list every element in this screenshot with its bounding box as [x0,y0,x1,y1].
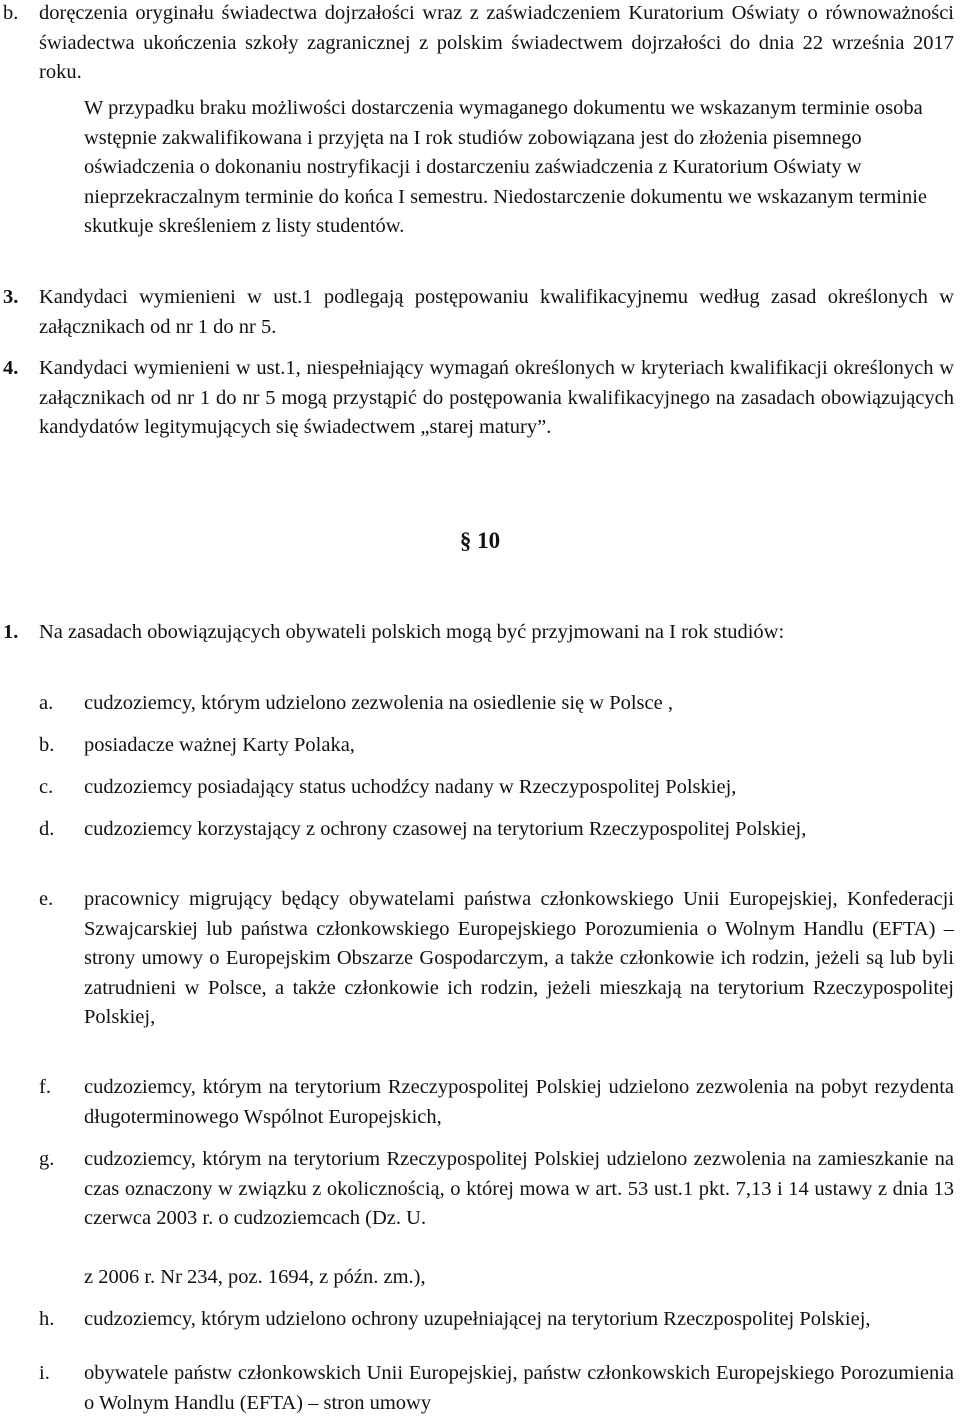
paragraph-4-text: Kandydaci wymienieni w ust.1, niespełniający wymagań określonych w kryteriach kwalifikacji określonych w załącznikach od nr 1 do nr 5 mogą przystąpić do postępowania kwalifikacyjnego na zasadach obowiązujących kandydatów legitymujących się świadectwem „starej matury”. [39,357,954,438]
list-item-text: z 2006 r. Nr 234, poz. 1694, z późn. zm.), [84,1266,426,1288]
list-item-text: cudzoziemcy posiadający status uchodźcy nadany w Rzeczypospolitej Polskiej, [84,776,737,798]
list-item-text: posiadacze ważnej Karty Polaka, [84,734,355,756]
list-item-g [39,1145,954,1234]
paragraph-4 [3,354,954,443]
list-item-d [39,815,954,845]
section-paragraph-1 [3,618,954,648]
list-item-text: cudzoziemcy, którym na terytorium Rzeczypospolitej Polskiej udzielono zezwolenia na zamieszkanie na czas oznaczony w związku z okolicznością, o której mowa w art. 53 ust.1 pkt. 7,13 i 14 ustawy z dnia 13 czerwca 2003 r. o cudzoziemcach (Dz. U. [84,1148,954,1229]
list-item-text: pracownicy migrujący będący obywatelami państwa członkowskiego Unii Europejskiej, Konfederacji Szwajcarskiej lub państwa członkowskiego Europejskiego Porozumienia o Wolnym Handlu (EFTA) – strony umowy o Europejskim Obszarze Gospodarczym, a także członkowie ich rodzin, jeżeli są lub byli zatrudnieni w Polsce, a także członkowie ich rodzin, jeżeli mieszkają na terytorium Rzeczypospolitej Polskiej, [84,888,954,1028]
list-item-marker: e. [39,888,54,910]
list-item-c [39,773,954,803]
list-item-marker: d. [39,818,55,840]
paragraph-b-text: doręczenia oryginału świadectwa dojrzałości wraz z zaświadczeniem Kuratorium Oświaty o równoważności świadectwa ukończenia szkoły zagranicznej z polskim świadectwem dojrzałości do dnia 22 września 2017 roku. [39,2,954,83]
paragraph-3 [3,283,954,342]
list-item-marker: b. [39,734,55,756]
list-item-g-continuation [84,1263,954,1293]
list-item-a [39,689,954,719]
list-item-text: obywatele państw członkowskich Unii Europejskiej, państw członkowskich Europejskiego Porozumienia o Wolnym Handlu (EFTA) – stron umowy [84,1362,954,1414]
list-item-text: cudzoziemcy, którym na terytorium Rzeczypospolitej Polskiej udzielono zezwolenia na pobyt rezydenta długoterminowego Wspólnot Europejskich, [84,1076,954,1128]
list-item-i [39,1359,954,1418]
list-item-marker: a. [39,692,54,714]
paragraph-b [3,0,954,88]
paragraph-notice-text: W przypadku braku możliwości dostarczenia wymaganego dokumentu we wskazanym terminie osoba wstępnie zakwalifikowana i przyjęta na I rok studiów zobowiązana jest do złożenia pisemnego oświadczenia o dokonaniu nostryfikacji i dostarczeniu zaświadczenia z Kuratorium Oświaty w nieprzekraczalnym terminie do końca I semestru. Niedostarczenie dokumentu we wskazanym terminie skutkuje skreśleniem z listy studentów. [84,97,928,237]
list-item-marker: i. [39,1362,50,1384]
section-paragraph-1-text: Na zasadach obowiązujących obywateli polskich mogą być przyjmowani na I rok studiów: [39,621,785,643]
section-paragraph-1-number: 1. [3,621,19,643]
list-item-text: cudzoziemcy, którym udzielono ochrony uzupełniającej na terytorium Rzeczpospolitej Polskiej, [84,1308,871,1330]
list-item-marker: f. [39,1076,51,1098]
list-item-text: cudzoziemcy korzystający z ochrony czasowej na terytorium Rzeczypospolitej Polskiej, [84,818,807,840]
paragraph-3-number: 3. [3,286,19,308]
list-item-text: cudzoziemcy, którym udzielono zezwolenia na osiedlenie się w Polsce , [84,692,673,714]
list-item-marker: h. [39,1308,55,1330]
list-item-e [39,885,954,1033]
section-heading: § 10 [459,528,501,553]
paragraph-4-number: 4. [3,357,19,379]
paragraph-notice [84,94,950,242]
list-item-marker: g. [39,1148,55,1170]
list-item-marker: c. [39,776,54,798]
paragraph-b-marker: b. [3,2,19,24]
list-item-b [39,731,954,761]
list-item-f [39,1073,954,1132]
list-item-h [39,1305,954,1335]
paragraph-3-text: Kandydaci wymienieni w ust.1 podlegają postępowaniu kwalifikacyjnemu według zasad określonych w załącznikach od nr 1 do nr 5. [39,286,954,338]
